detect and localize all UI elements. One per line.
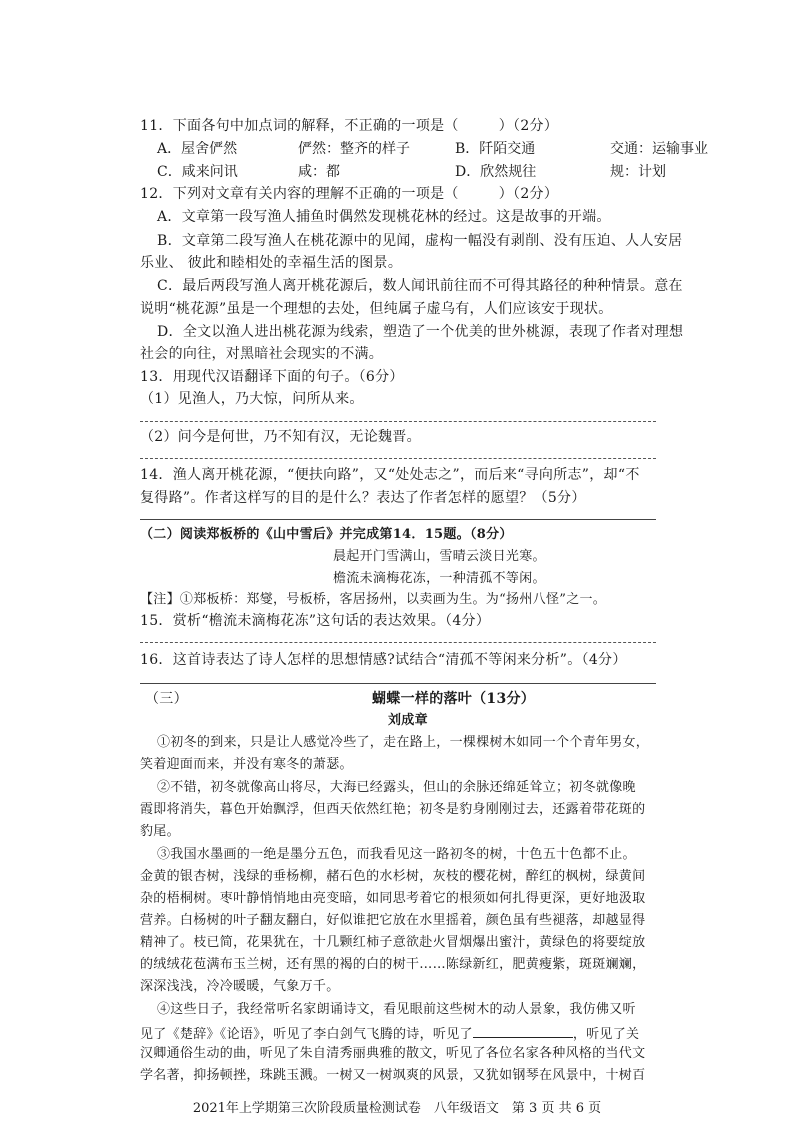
para3-line3: 杂的梧桐树。枣叶静悄悄地由亮变暗，如同思考着它的根须如何扎得更深，更好地汲取 xyxy=(140,891,646,906)
poem-note: 【注】①郑板桥：郑燮，号板桥，客居扬州，以卖画为生。为“扬州八怪”之一。 xyxy=(140,592,607,607)
page-footer: 2021年上学期第三次阶段质量检测试卷 八年级语文 第 3 页 共 6 页 xyxy=(192,1101,602,1116)
q15-stem: 15．赏析“檐流未滴梅花冻”这句话的表达效果。（4分） xyxy=(140,613,491,629)
q12-stem: 12．下列对文章有关内容的理解不正确的一项是（ ）（2分） xyxy=(140,186,559,202)
answer-line xyxy=(140,642,656,643)
q11-option-a-gloss: 俨然：整齐的样子 xyxy=(298,141,410,157)
para4-line1: ④这些日子，我经常听名家朗诵诗文，看见眼前这些树木的动人景象，我仿佛又听 xyxy=(157,1002,636,1017)
para4-line2: 见了《楚辞》《论语》，听见了李白剑气飞腾的诗，听见了 ，听见了关 xyxy=(140,1023,639,1044)
answer-line xyxy=(140,519,656,520)
para4-line3: 汉卿通俗生动的曲，听见了朱自清秀丽典雅的散文，听见了各位名家各种风格的当代文 xyxy=(140,1046,646,1061)
article-title: 蝴蝶一样的落叶（13分） xyxy=(372,691,536,707)
section2-title: （二）阅读郑板桥的《山中雪后》并完成第14．15题。（8分） xyxy=(140,527,513,542)
q11-option-b: B．阡陌交通 xyxy=(455,141,536,157)
fill-in-blank[interactable] xyxy=(473,1023,573,1038)
section3-label: （三） xyxy=(145,691,188,707)
answer-line xyxy=(140,458,656,459)
q11-stem: 11．下面各句中加点词的解释，不正确的一项是（ ）（2分） xyxy=(140,118,559,134)
q12-option-d-line2: 社会的向往，对黑暗社会现实的不满。 xyxy=(140,346,384,362)
q14-line1: 14．渔人离开桃花源，“便扶向路”，又“处处志之”，而后来“寻向所志”，却“不 xyxy=(140,467,640,483)
para3-line1: ③我国水墨画的一绝是墨分五色，而我看见这一路初冬的树，十色五十色都不止。 xyxy=(157,847,636,862)
q11-option-d-gloss: 规：计划 xyxy=(610,164,666,180)
para3-line4: 营养。白杨树的叶子翻友翻白，好似谁把它放在水里摇着，颜色虽有些褪落，却越显得 xyxy=(140,913,646,928)
para3-line7: 深深浅浅，冷冷暖暖，气象万千。 xyxy=(140,979,340,994)
answer-line xyxy=(140,421,656,422)
poem-line-2: 檐流未滴梅花冻，一种清孤不等闲。 xyxy=(333,571,546,586)
para1-line2: 笑着迎面而来，并没有寒冬的萧瑟。 xyxy=(140,757,353,772)
q16-stem: 16．这首诗表达了诗人怎样的思想情感?试结合“清孤不等闲来分析”。（4分） xyxy=(140,652,627,668)
poem-line-1: 晨起开门雪满山，雪晴云淡日光寒。 xyxy=(333,549,546,564)
q11-option-d: D．欣然规往 xyxy=(455,164,537,180)
article-author: 刘成章 xyxy=(388,713,428,728)
q12-option-d-line1: D．全文以渔人进出桃花源为线索，塑造了一个优美的世外桃源，表现了作者对理想 xyxy=(157,324,684,340)
q13-stem: 13．用现代汉语翻译下面的句子。（6分） xyxy=(140,369,404,385)
para4-line4: 学名著，抑扬顿挫，珠跳玉溅。一树又一树飒爽的风景，又犹如钢琴在风景中，十树百 xyxy=(140,1068,646,1083)
q12-option-c-line2: 说明“桃花源”虽是一个理想的去处，但纯属子虚乌有，人们应该安于现状。 xyxy=(140,301,613,317)
q11-option-a: A．屋舍俨然 xyxy=(157,141,238,157)
q11-option-c-gloss: 咸：都 xyxy=(298,164,340,180)
q12-option-a: A．文章第一段写渔人捕鱼时偶然发现桃花林的经过。这是故事的开端。 xyxy=(157,209,611,225)
q11-option-c: C．咸来问讯 xyxy=(157,164,238,180)
q14-line2: 复得路”。作者这样写的目的是什么？表达了作者怎样的愿望？（5分） xyxy=(140,490,586,506)
para3-line6: 的绒绒花苞满布玉兰树，还有黑的褐的白的树干……陈绿新红，肥黄瘦紫，斑斑斓斓， xyxy=(140,957,646,972)
para2-line3: 豹尾。 xyxy=(140,824,180,839)
q13-sentence-2: （2）问今是何世，乃不知有汉，无论魏晋。 xyxy=(140,429,421,445)
para3-line5: 精神了。枝已简，花果犹在，十几颗红柿子意欲赴火冒烟爆出蜜汁，黄绿色的将要绽放 xyxy=(140,935,646,950)
q12-option-c-line1: C．最后两段写渔人离开桃花源后，数人闻讯前往而不可得其路径的种种情景。意在 xyxy=(157,278,683,294)
para2-line2: 霞即将消失，暮色开始飘浮，但西天依然红艳；初冬是豹身刚刚过去，还露着带花斑的 xyxy=(140,802,646,817)
q11-option-b-gloss: 交通：运输事业 xyxy=(610,141,708,157)
para2-line1: ②不错，初冬就像高山将尽，大海已经露头，但山的余脉还绵延耸立；初冬就像晚 xyxy=(157,780,636,795)
q12-option-b-line1: B．文章第二段写渔人在桃花源中的见闻，虚构一幅没有剥削、没有压迫、人人安居 xyxy=(157,233,683,249)
q12-option-b-line2: 乐业、 彼此和睦相处的幸福生活的图景。 xyxy=(140,255,403,271)
answer-line xyxy=(140,683,656,684)
q13-sentence-1: （1）见渔人，乃大惊，问所从来。 xyxy=(140,391,364,407)
para1-line1: ①初冬的到来，只是让人感觉冷些了，走在路上，一棵棵树木如同一个个青年男女， xyxy=(157,735,650,750)
para3-line2: 金黄的银杏树，浅绿的垂杨柳，赭石色的水杉树，灰枝的樱花树，醉红的枫树，绿黄间 xyxy=(140,869,646,884)
